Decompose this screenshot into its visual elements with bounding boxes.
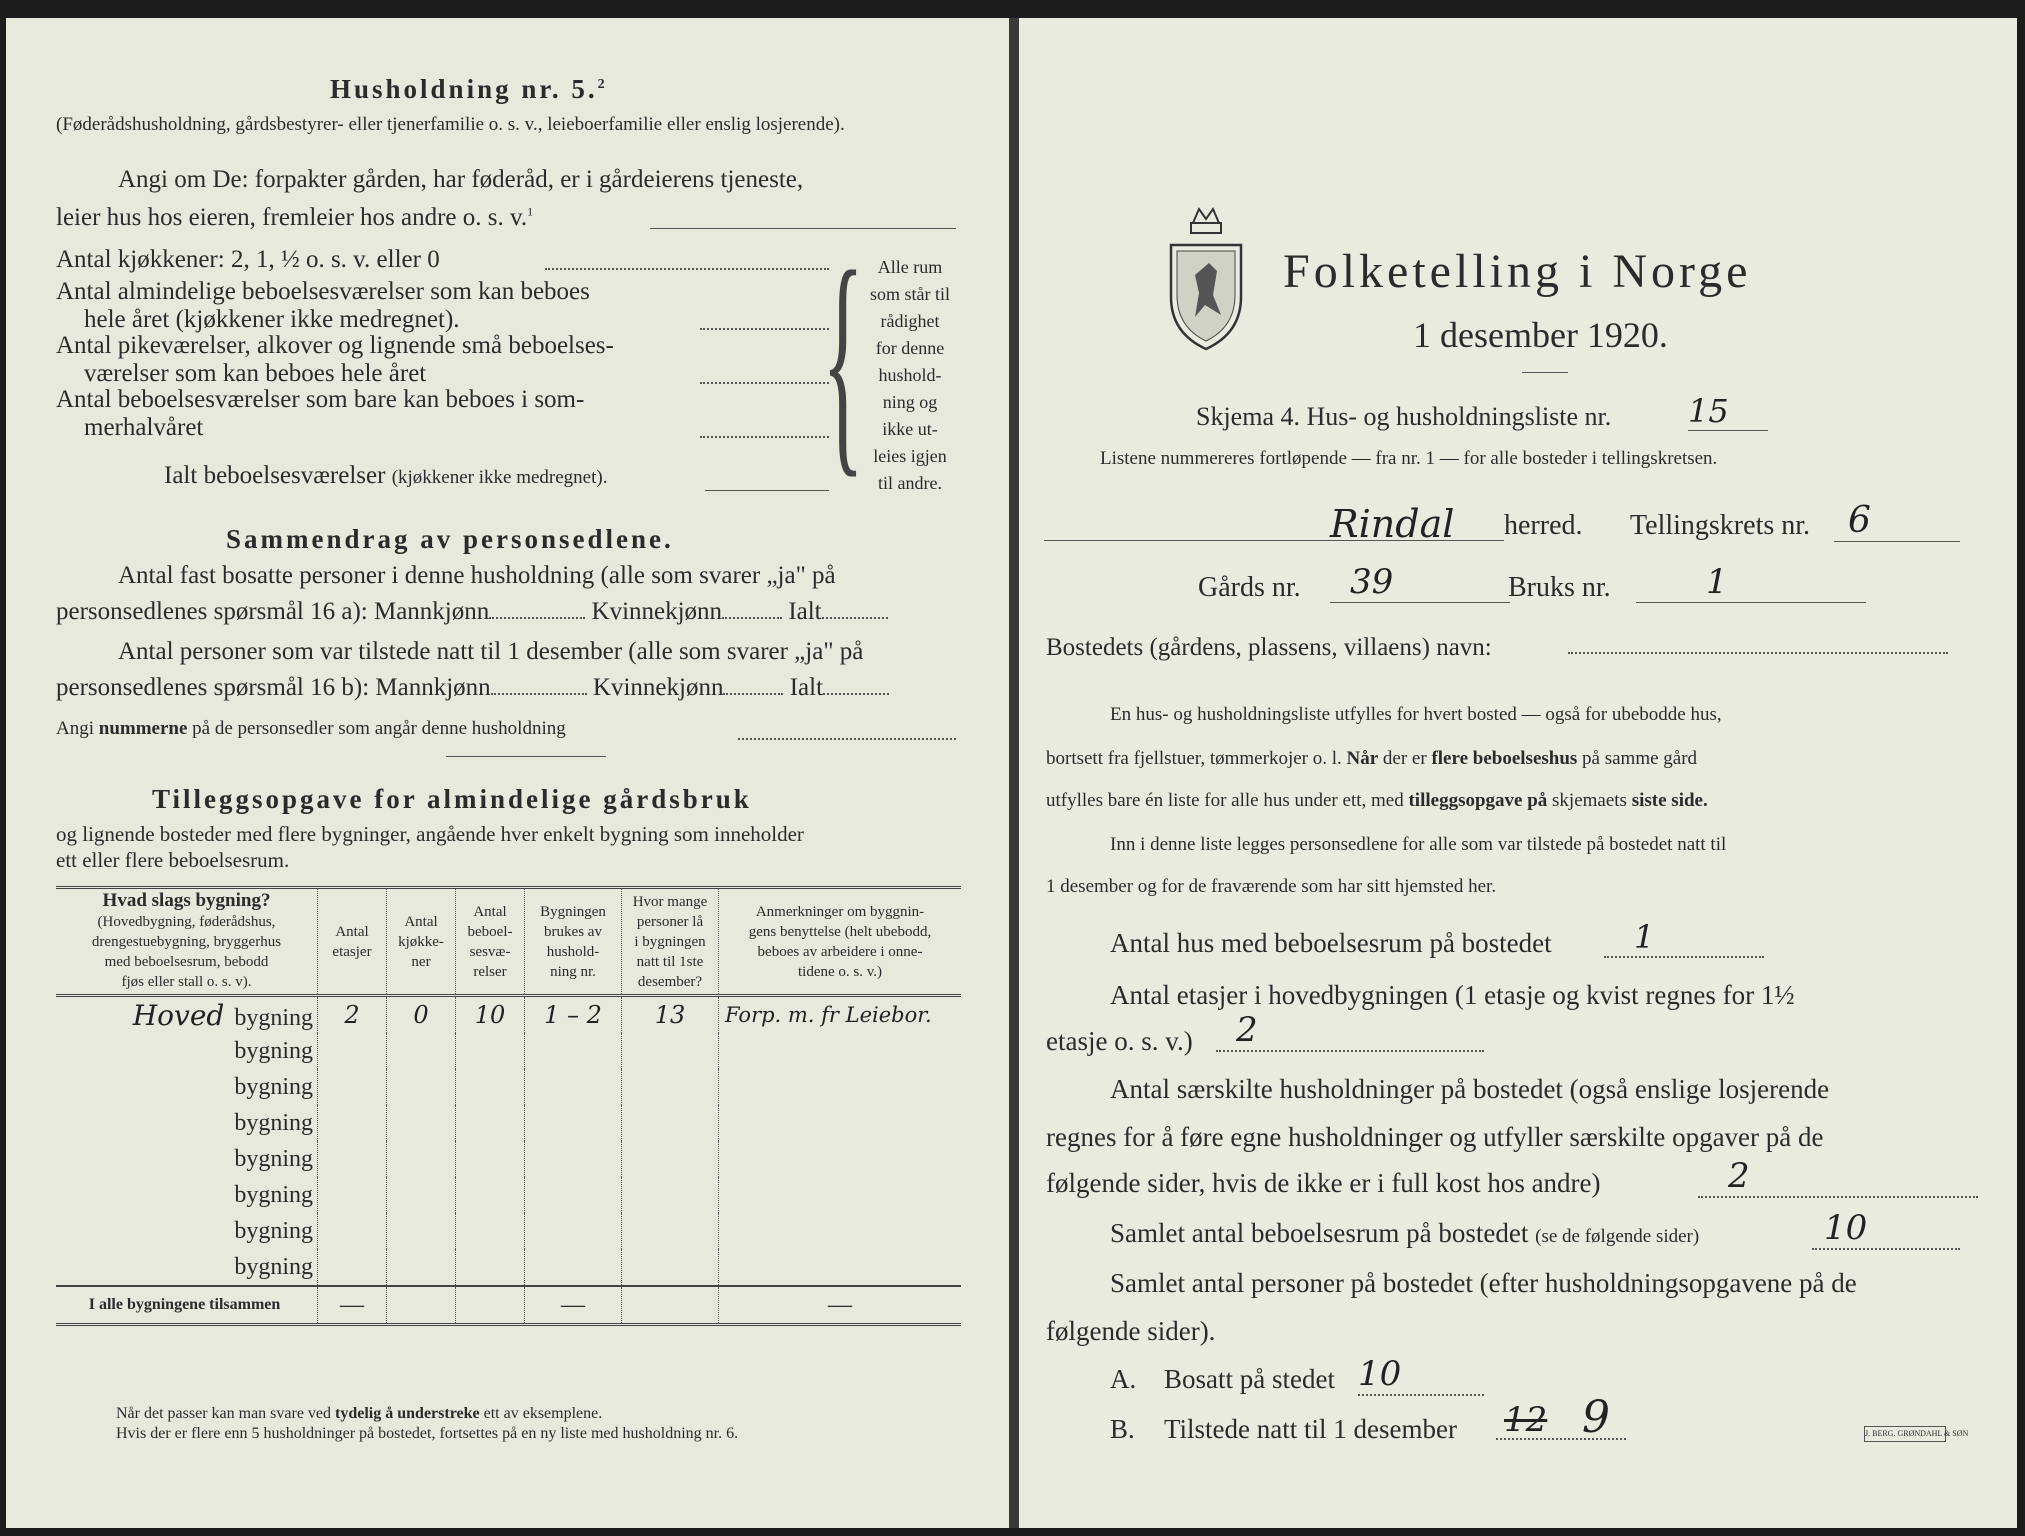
separator-rule bbox=[446, 756, 606, 757]
footnote-2: Hvis der er flere enn 5 husholdninger på bostedet, fortsettes på en ny liste med husholdning nr. 6. bbox=[116, 1425, 739, 1442]
rooms-cell: 10 bbox=[456, 996, 525, 1034]
household-cell bbox=[525, 1033, 622, 1069]
household-title: Husholdning nr. 5.$^2$ bbox=[330, 74, 608, 104]
summary-a-line-1: Antal fast bosatte personer i denne husholdning (alle som svarer „ja" på bbox=[118, 562, 836, 589]
table-row bbox=[56, 1177, 961, 1213]
q-persons-1: Samlet antal personer på bostedet (efter husholdningsopgavene på de bbox=[1110, 1268, 1857, 1298]
household-cell bbox=[525, 1069, 622, 1105]
kitchens-cell bbox=[387, 1213, 456, 1249]
gard-value: 39 bbox=[1330, 562, 1510, 603]
rooms-cell bbox=[456, 1033, 525, 1069]
q-houses: Antal hus med beboelsesrum på bostedet bbox=[1110, 928, 1552, 958]
building-type-cell: bygning bbox=[234, 1109, 313, 1136]
a-label: A. bbox=[1110, 1364, 1137, 1394]
remarks-cell bbox=[719, 1141, 962, 1177]
kitchens-cell: 0 bbox=[387, 996, 456, 1034]
summary-title: Sammendrag av personsedlene. bbox=[226, 524, 674, 554]
q-rooms-value: 10 bbox=[1812, 1208, 1960, 1250]
building-type-cell: bygning bbox=[234, 1073, 313, 1100]
table-total-row bbox=[56, 1286, 961, 1325]
floors-cell: 2 bbox=[318, 996, 387, 1034]
summary-b-line-2: personsedlenes spørsmål 16 b): Mannkjønn Kvinnekjønn Ialt bbox=[56, 674, 889, 702]
q-households-1: Antal særskilte husholdninger på bostedet (også enslige losjerende bbox=[1110, 1074, 1830, 1104]
remarks-cell bbox=[719, 1213, 962, 1249]
para1-line-2: bortsett fra fjellstuer, tømmerkojer o. l. Når der er flere beboelseshus på samme gård bbox=[1046, 748, 1698, 769]
summer-rooms-label-2: merhalvåret bbox=[84, 414, 204, 441]
q-floors-2: etasje o. s. v.) bbox=[1046, 1026, 1193, 1056]
total-rooms-cell bbox=[456, 1286, 525, 1325]
bosted-label: Bostedets (gårdens, plassens, villaens) navn: bbox=[1046, 634, 1492, 661]
household-cell bbox=[525, 1249, 622, 1286]
total-rooms-label: Ialt beboelsesværelser (kjøkkener ikke medregnet). bbox=[164, 462, 608, 489]
para1-line-3: utfylles bare én liste for alle hus under ett, med tilleggsopgave på skjemaets siste side. bbox=[1046, 790, 1708, 811]
coat-of-arms-icon bbox=[1165, 205, 1247, 355]
summer-rooms-line bbox=[700, 436, 829, 438]
kitchens-line bbox=[545, 268, 829, 270]
maid-rooms-line bbox=[700, 382, 829, 384]
angi-answer-line bbox=[650, 228, 956, 229]
tellingskrets-label: Tellingskrets nr. bbox=[1630, 510, 1811, 541]
household-cell bbox=[525, 1213, 622, 1249]
date-rule bbox=[1522, 372, 1568, 373]
persons-cell bbox=[622, 1141, 719, 1177]
floors-cell bbox=[318, 1141, 387, 1177]
kitchens-cell bbox=[387, 1105, 456, 1141]
building-type-cell: bygning bbox=[234, 1253, 313, 1280]
q-houses-value: 1 bbox=[1604, 918, 1764, 958]
remarks-cell bbox=[719, 1249, 962, 1286]
household-cell bbox=[525, 1105, 622, 1141]
angi-line-2: leier hus hos eieren, fremleier hos andre o. s. v.$^1$ bbox=[56, 204, 534, 231]
rooms-cell bbox=[456, 1249, 525, 1286]
kitchens-cell bbox=[387, 1141, 456, 1177]
tellingskrets-value: 6 bbox=[1834, 500, 1960, 542]
persons-cell bbox=[622, 1069, 719, 1105]
maid-rooms-label-1: Antal pikeværelser, alkover og lignende små beboelses- bbox=[56, 332, 614, 359]
para1-line-1: En hus- og husholdningsliste utfylles for hvert bosted — også for ubebodde hus, bbox=[1110, 704, 1722, 725]
table-row bbox=[56, 1249, 961, 1286]
total-label-cell: I alle bygningene tilsammen bbox=[88, 1296, 281, 1313]
table-header-row bbox=[56, 888, 961, 996]
remarks-cell bbox=[719, 1177, 962, 1213]
q-households-value: 2 bbox=[1698, 1156, 1978, 1198]
b-struck-value: 12 bbox=[1504, 1400, 1548, 1440]
remarks-cell bbox=[719, 1069, 962, 1105]
col-floors: Antal etasjer bbox=[318, 888, 387, 996]
side-note: Alle rum som står til rådighet for denne hushold- ning og ikke ut- leies igjen til andre. bbox=[870, 257, 950, 493]
numbers-answer-line bbox=[738, 738, 956, 740]
table-row bbox=[56, 1213, 961, 1249]
col-building-type: Hvad slags bygning? (Hovedbygning, føderådshus, drengestuebygning, bryggerhus med beboelsesrum, bebodd fjøs eller stall o. s. v). bbox=[91, 890, 282, 990]
maid-rooms-label-2: værelser som kan beboes hele året bbox=[84, 360, 427, 387]
col-kitchens: Antal kjøkke- ner bbox=[387, 888, 456, 996]
q-floors-value: 2 bbox=[1216, 1010, 1484, 1052]
col-remarks: Anmerkninger om byggnin- gens benyttelse (helt ubebodd, beboes av arbeidere i onne- tidene o. s. v.) bbox=[719, 888, 962, 996]
numbers-line: Angi nummerne på de personsedler som angår denne husholdning bbox=[56, 718, 566, 739]
rooms-cell bbox=[456, 1141, 525, 1177]
total-kitchens-cell bbox=[387, 1286, 456, 1325]
household-cell bbox=[525, 1177, 622, 1213]
brace-icon: { bbox=[822, 221, 864, 498]
summer-rooms-label-1: Antal beboelsesværelser som bare kan beboes i som- bbox=[56, 386, 585, 413]
bruk-value: 1 bbox=[1636, 562, 1866, 603]
printer-stamp: J. BERG. GRØNDAHL & SØN bbox=[1864, 1426, 1946, 1442]
rooms-cell bbox=[456, 1105, 525, 1141]
bosted-line bbox=[1568, 652, 1948, 654]
summary-b-line-1: Antal personer som var tilstede natt til 1 desember (alle som svarer „ja" på bbox=[118, 638, 864, 665]
schema-number: 15 bbox=[1688, 392, 1768, 431]
buildings-table bbox=[56, 886, 961, 1326]
schema-line: Skjema 4. Hus- og husholdningsliste nr. bbox=[1196, 402, 1612, 431]
persons-cell bbox=[622, 1033, 719, 1069]
floors-cell bbox=[318, 1033, 387, 1069]
building-type-cell: bygning bbox=[234, 1181, 313, 1208]
supplement-title: Tilleggsopgave for almindelige gårdsbruk bbox=[152, 784, 752, 814]
ordinary-rooms-label-1: Antal almindelige beboelsesværelser som kan beboes bbox=[56, 278, 590, 305]
remarks-cell bbox=[719, 1105, 962, 1141]
col-household: Bygningen brukes av hushold- ning nr. bbox=[525, 888, 622, 996]
angi-line-1: Angi om De: forpakter gården, har føderåd, er i gårdeierens tjeneste, bbox=[118, 166, 804, 193]
floors-cell bbox=[318, 1069, 387, 1105]
kitchens-cell bbox=[387, 1069, 456, 1105]
persons-cell bbox=[622, 1249, 719, 1286]
numbering-note: Listene nummereres fortløpende — fra nr. 1 — for alle bosteder i tellingskretsen. bbox=[1100, 448, 1718, 469]
col-persons: Hvor mange personer lå i bygningen natt til 1ste desember? bbox=[622, 888, 719, 996]
herred-value: Rindal bbox=[1330, 502, 1455, 546]
floors-cell bbox=[318, 1213, 387, 1249]
floors-cell bbox=[318, 1249, 387, 1286]
ordinary-rooms-label-2: hele året (kjøkkener ikke medregnet). bbox=[84, 306, 460, 333]
floors-cell bbox=[318, 1177, 387, 1213]
rooms-cell bbox=[456, 1213, 525, 1249]
table-row bbox=[56, 1069, 961, 1105]
total-household-cell: — bbox=[525, 1286, 622, 1325]
total-rooms-line bbox=[705, 490, 829, 491]
page-gutter bbox=[1009, 18, 1019, 1528]
summary-a-line-2: personsedlenes spørsmål 16 a): Mannkjønn Kvinnekjønn Ialt bbox=[56, 598, 888, 626]
a-text: Bosatt på stedet bbox=[1164, 1364, 1335, 1394]
persons-cell: 13 bbox=[622, 996, 719, 1034]
remarks-cell bbox=[719, 1033, 962, 1069]
persons-cell bbox=[622, 1105, 719, 1141]
persons-cell bbox=[622, 1177, 719, 1213]
building-type-cell: Hoved bygning bbox=[132, 998, 313, 1032]
q-persons-2: følgende sider). bbox=[1046, 1316, 1216, 1346]
footnote-1: Når det passer kan man svare ved tydelig å understreke ett av eksemplene. bbox=[116, 1405, 603, 1422]
rooms-cell bbox=[456, 1069, 525, 1105]
col-rooms: Antal beboel- sesvæ- relser bbox=[456, 888, 525, 996]
b-label: B. bbox=[1110, 1414, 1135, 1444]
building-type-cell: bygning bbox=[234, 1217, 313, 1244]
household-cell: 1 – 2 bbox=[525, 996, 622, 1034]
kitchens-label: Antal kjøkkener: 2, 1, ½ o. s. v. eller 0 bbox=[56, 246, 440, 273]
para2-line-2: 1 desember og for de fraværende som har sitt hjemsted her. bbox=[1046, 876, 1497, 897]
a-value: 10 bbox=[1358, 1354, 1484, 1396]
remarks-cell: Forp. m. fr Leiebor. bbox=[719, 996, 962, 1034]
total-floors-cell: — bbox=[318, 1286, 387, 1325]
table-row bbox=[56, 1033, 961, 1069]
total-persons-cell bbox=[622, 1286, 719, 1325]
ordinary-rooms-line bbox=[700, 328, 829, 330]
para2-line-1: Inn i denne liste legges personsedlene for alle som var tilstede på bostedet natt til bbox=[1110, 834, 1727, 855]
q-floors-1: Antal etasjer i hovedbygningen (1 etasje og kvist regnes for 1½ bbox=[1110, 980, 1795, 1010]
total-remarks-cell: — bbox=[719, 1286, 962, 1325]
persons-cell bbox=[622, 1213, 719, 1249]
supplement-desc-1: og lignende bosteder med flere bygninger, angående hver enkelt bygning som inneholder bbox=[56, 822, 804, 846]
table-row bbox=[56, 996, 961, 1034]
floors-cell bbox=[318, 1105, 387, 1141]
b-text: Tilstede natt til 1 desember bbox=[1164, 1414, 1457, 1444]
table-row bbox=[56, 1105, 961, 1141]
gard-label: Gårds nr. bbox=[1198, 572, 1301, 603]
kitchens-cell bbox=[387, 1033, 456, 1069]
herred-label: herred. bbox=[1504, 510, 1583, 541]
kitchens-cell bbox=[387, 1249, 456, 1286]
b-value: 9 bbox=[1582, 1392, 1610, 1443]
q-rooms: Samlet antal beboelsesrum på bostedet (se de følgende sider) bbox=[1110, 1218, 1700, 1248]
household-note: (Føderådshusholdning, gårdsbestyrer- eller tjenerfamilie o. s. v., leieboerfamilie eller enslig losjerende). bbox=[56, 114, 845, 135]
table-row bbox=[56, 1141, 961, 1177]
q-households-3: følgende sider, hvis de ikke er i full kost hos andre) bbox=[1046, 1168, 1601, 1198]
rooms-cell bbox=[456, 1177, 525, 1213]
household-cell bbox=[525, 1141, 622, 1177]
census-date: 1 desember 1920. bbox=[1413, 315, 1668, 355]
bruk-label: Bruks nr. bbox=[1508, 572, 1611, 603]
building-type-cell: bygning bbox=[234, 1145, 313, 1172]
supplement-desc-2: ett eller flere beboelsesrum. bbox=[56, 848, 290, 872]
q-households-2: regnes for å føre egne husholdninger og utfyller særskilte opgaver på de bbox=[1046, 1122, 1824, 1152]
building-type-cell: bygning bbox=[234, 1037, 313, 1064]
kitchens-cell bbox=[387, 1177, 456, 1213]
census-title: Folketelling i Norge bbox=[1283, 245, 1752, 298]
